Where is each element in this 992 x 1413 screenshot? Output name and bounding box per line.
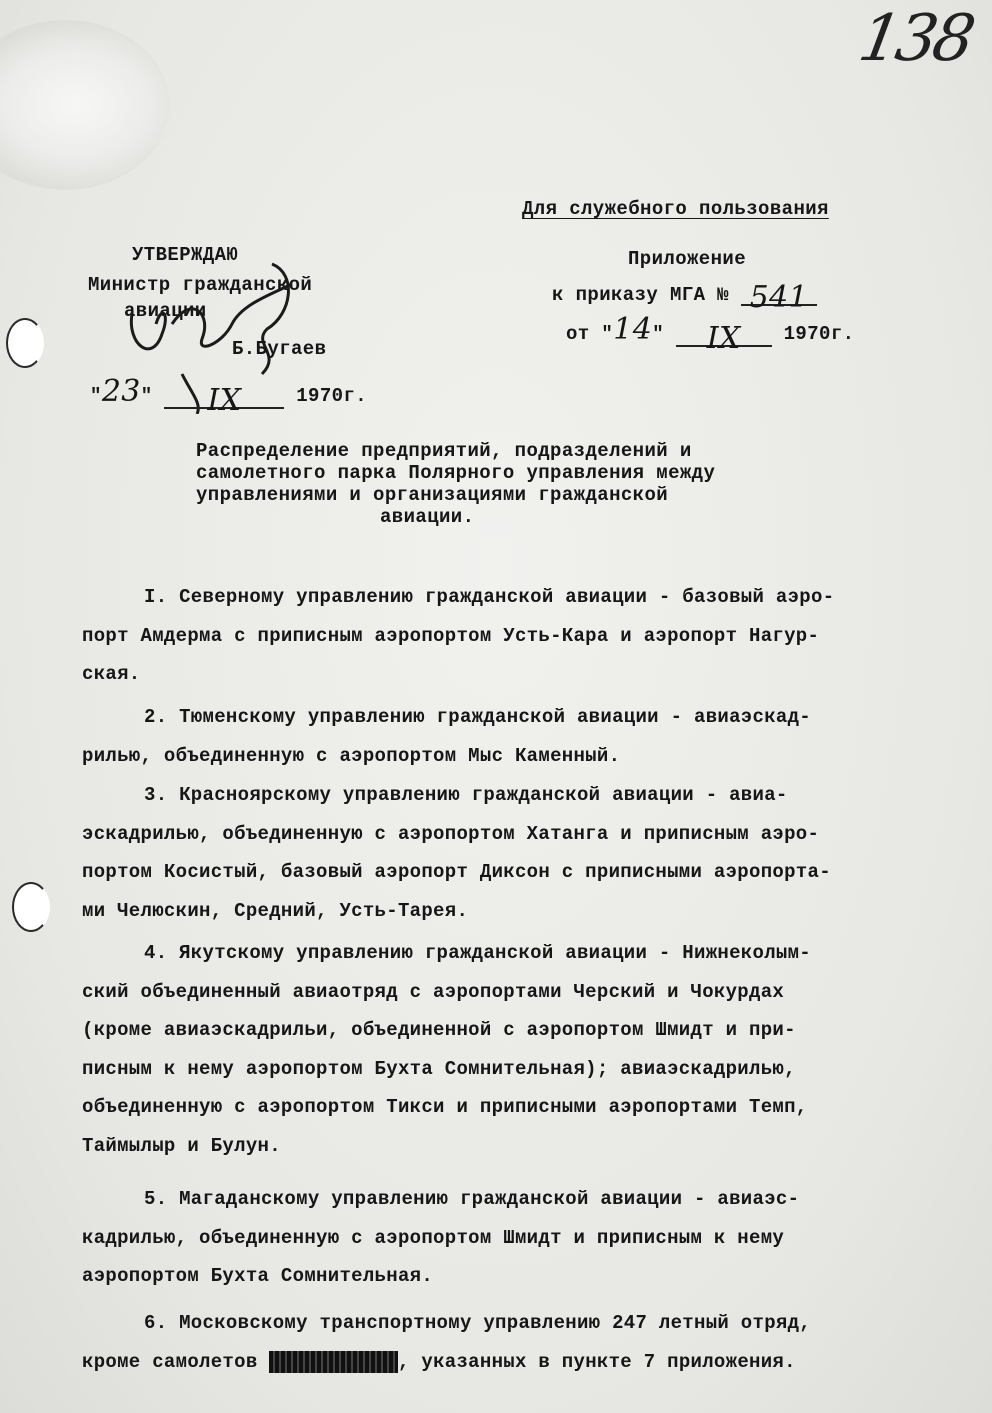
appendix-date-year: 1970г. xyxy=(783,323,855,345)
approval-date: "23" IX 1970г. xyxy=(90,374,368,418)
paragraph-4: 4. Якутскому управлению гражданской авиации - Нижнеколым- ский объединенный авиаотряд с аэропортами Черский и Чокурдах (кроме авиаэскадрильи, объединенной с аэропортом Шмидт и при- писным к нему аэропортом Бухта Сомнительная); авиаэскадрилью, объединенную с аэропортом Тикси и приписными аэропортами Темп, Таймылыр и Булун. xyxy=(82,942,812,1157)
approval-heading: УТВЕРЖДАЮ xyxy=(132,244,239,266)
approval-date-month: IX xyxy=(207,383,242,418)
approval-signer: Б.Бугаев xyxy=(232,338,327,360)
paragraph-2: 2. Тюменскому управлению гражданской авиации - авиаэскад- рилью, объединенную с аэропортом Мыс Каменный. xyxy=(82,706,812,767)
approval-date-day: 23 xyxy=(101,374,141,409)
title-line-1: Распределение предприятий, подразделений и xyxy=(196,440,692,462)
appendix-date-day: 14 xyxy=(613,312,653,347)
paragraph-1: I. Северному управлению гражданской авиации - базовый аэро- порт Амдерма с приписным аэропортом Усть-Кара и аэропорт Нагур- ская. xyxy=(82,586,835,685)
folio-number: 138 xyxy=(853,2,977,76)
punch-hole-top xyxy=(6,318,44,368)
title-line-4: авиации. xyxy=(380,506,475,528)
paragraph-3: 3. Красноярскому управлению гражданской авиации - авиа- эскадрилью, объединенную с аэропортом Хатанга и приписным аэро- портом Косистый, базовый аэропорт Диксон с приписными аэропорта- ми Челюскин, Средний, Усть-Тарея. xyxy=(82,784,831,922)
paragraph-6-last-line: кроме самолетов , указанных в пункте 7 приложения. xyxy=(82,1350,796,1373)
paper-stain xyxy=(0,20,170,190)
appendix-date-month: IX xyxy=(706,321,741,356)
approval-date-year: 1970г. xyxy=(296,385,368,407)
classification-stamp: Для служебного пользования xyxy=(522,198,829,220)
approval-position: Министр гражданской xyxy=(88,274,313,296)
punch-hole-bottom xyxy=(12,882,50,932)
title-line-2: самолетного парка Полярного управления между xyxy=(196,462,716,484)
appendix-date: от "14" IX 1970г. xyxy=(566,312,855,356)
approval-position-cont: авиации xyxy=(124,300,207,322)
title-line-3: управлениями и организациями гражданской xyxy=(196,484,669,506)
paragraph-5: 5. Магаданскому управлению гражданской авиации - авиаэс- кадрилью, объединенную с аэропортом Шмидт и приписным к нему аэропортом Бухта Сомнительная. xyxy=(82,1188,800,1287)
struck-out-text xyxy=(269,1351,398,1373)
appendix-heading: Приложение xyxy=(628,248,747,270)
appendix-order: к приказу МГА № 541 xyxy=(552,280,817,306)
paragraph-6: 6. Московскому транспортному управлению 247 летный отряд, кроме самолетов , указанных в пункте 7 приложения. xyxy=(82,1304,882,1381)
order-number: 541 xyxy=(749,280,809,315)
